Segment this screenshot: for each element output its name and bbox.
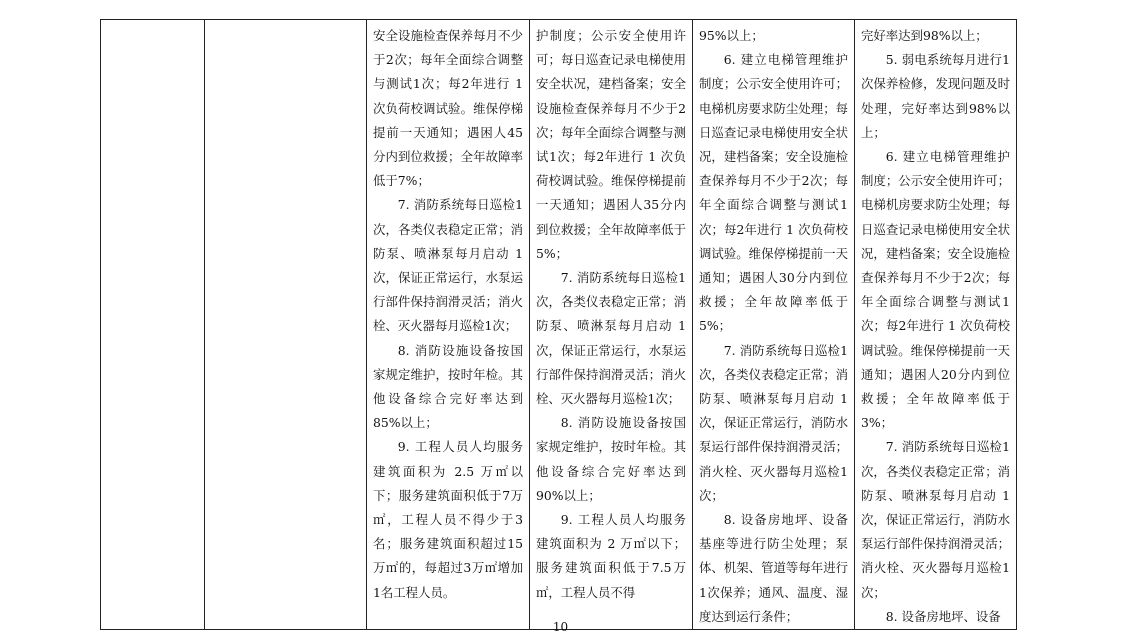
cell-paragraph: 8. 设备房地坪、设备基座等进行防尘处理；泵体、机架、管道等每年进行1次保养；通风、温度、湿度达到运行条件； <box>699 512 848 624</box>
cell-paragraph: 6. 建立电梯管理维护制度；公示安全使用许可；电梯机房要求防尘处理；每日巡查记录电梯使用安全状况，建档备案；安全设施检查保养每月不少于2次；每年全面综合调整与测试1次；每2年进行 1 次负荷校调试验。维保停梯提前一天通知；遇困人20分内到位救援；全年故障率低于3%； <box>861 149 1010 431</box>
cell-paragraph: 8. 消防设施设备按国家规定维护，按时年检。其他设备综合完好率达到85%以上； <box>373 342 523 431</box>
column-4-cell <box>530 20 693 630</box>
column-1-cell <box>101 20 205 630</box>
cell-paragraph: 完好率达到98%以上； <box>861 28 988 43</box>
cell-paragraph: 8. 消防设施设备按国家规定维护，按时年检。其他设备综合完好率达到90%以上； <box>536 415 686 503</box>
cell-paragraph: 6. 建立电梯管理维护制度；公示安全使用许可；电梯机房要求防尘处理；每日巡查记录电梯使用安全状况，建档备案；安全设施检查保养每月不少于2次；每年全面综合调整与测试1次；每2年进行 1 次负荷校调试验。维保停梯提前一天通知；遇困人30分内到位救援；全年故障率低于5%； <box>699 52 848 334</box>
cell-paragraph: 8. 设备房地坪、设备 <box>885 608 1001 624</box>
column-3-cell <box>367 20 530 630</box>
cell-paragraph: 安全设施检查保养每月不少于2次；每年全面综合调整与测试1次；每2年进行 1 次负荷校调试验。维保停梯提前一天通知；遇困人45分内到位救援；全年故障率低于7%； <box>373 28 523 189</box>
cell-paragraph: 95%以上； <box>699 28 764 43</box>
cell-paragraph: 7. 消防系统每日巡检1次，各类仪表稳定正常；消防泵、喷淋泵每月启动 1 次，保证正常运行，水泵运行部件保持润滑灵活；消火栓、灭火器每月巡检1次； <box>373 197 523 334</box>
cell-paragraph: 护制度；公示安全使用许可；每日巡查记录电梯使用安全状况，建档备案；安全设施检查保养每月不少于2次；每年全面综合调整与测试1次；每2年进行 1 次负荷校调试验。维保停梯提前一天通知；遇困人35分内到位救援；全年故障率低于5%； <box>536 28 686 261</box>
column-6-cell <box>855 20 1017 630</box>
page-number: 10 <box>552 620 569 634</box>
standards-table <box>100 19 1017 630</box>
column-2-cell <box>205 20 367 630</box>
cell-paragraph: 9. 工程人员人均服务建筑面积为 2.5 万㎡以下；服务建筑面积低于7万㎡，工程人员不得少于3名；服务建筑面积超过15万㎡的，每超过3万㎡增加1名工程人员。 <box>373 439 523 600</box>
cell-paragraph: 9. 工程人员人均服务建筑面积为 2 万㎡以下；服务建筑面积低于7.5万㎡，工程人员不得 <box>536 512 686 600</box>
cell-paragraph: 7. 消防系统每日巡检1次，各类仪表稳定正常；消防泵、喷淋泵每月启动 1 次，保证正常运行，消防水泵运行部件保持润滑灵活；消火栓、灭火器每月巡检1次； <box>861 439 1010 600</box>
column-5-cell <box>693 20 855 630</box>
cell-paragraph: 7. 消防系统每日巡检1次，各类仪表稳定正常；消防泵、喷淋泵每月启动 1 次，保证正常运行，水泵运行部件保持润滑灵活；消火栓、灭火器每月巡检1次； <box>536 270 686 407</box>
table-row <box>101 20 1017 630</box>
cell-paragraph: 5. 弱电系统每月进行1次保养检修，发现问题及时处理，完好率达到98%以上； <box>861 52 1010 140</box>
cell-paragraph: 7. 消防系统每日巡检1次，各类仪表稳定正常；消防泵、喷淋泵每月启动 1 次，保证正常运行，消防水泵运行部件保持润滑灵活；消火栓、灭火器每月巡检1次； <box>699 342 848 503</box>
